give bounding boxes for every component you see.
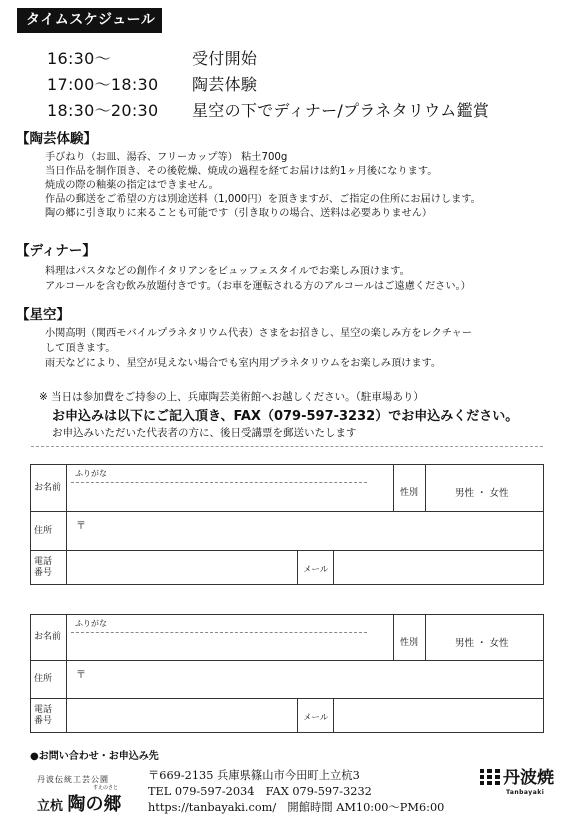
- divider: [333, 551, 334, 584]
- schedule-heading: タイムスケジュール: [17, 8, 162, 33]
- divider: [425, 615, 426, 660]
- application-form-1: [30, 464, 544, 585]
- application-form-2: [30, 614, 544, 733]
- email-label: メール: [303, 565, 329, 575]
- text-line: して頂きます。: [45, 343, 116, 354]
- phone-row: [31, 698, 543, 732]
- text-line: 小関高明（関西モバイルプラネタリウム代表）さまをお招きし、星空の楽しみ方をレクチャー: [45, 328, 472, 339]
- email-field[interactable]: [337, 551, 541, 584]
- address-label: 住所: [31, 512, 67, 550]
- postal-mark: 〒: [76, 670, 86, 681]
- name-field[interactable]: [71, 465, 367, 509]
- gender-label: 性別: [400, 638, 419, 648]
- schedule-row: [47, 46, 257, 69]
- section-title-pottery: 【陶芸体験】: [16, 131, 97, 147]
- phone-label-line1: 電話: [34, 556, 53, 567]
- phone-label-line2: 番号: [34, 715, 53, 726]
- logo-text: 丹波焼: [503, 768, 554, 788]
- text-line: 作品の郵送をご希望の方は別途送料（1,000円）を頂きますが、ご指定の住所にお届けします。: [45, 194, 481, 205]
- phone-label-line1: 電話: [34, 704, 53, 715]
- org-name-main: 陶の郷: [67, 794, 122, 815]
- schedule-time: 18:30〜20:30: [47, 101, 159, 120]
- divider: [393, 615, 394, 660]
- schedule-time: 16:30〜: [47, 49, 111, 68]
- text-line: 焼成の際の釉薬の指定はできません。: [45, 180, 219, 191]
- note-ticket-mail: お申込みいただいた代表者の方に、後日受講票を郵送いたします: [52, 427, 357, 439]
- contact-url-hours: https://tanbayaki.com/ 開館時間 AM10:00〜PM6:00: [148, 801, 445, 814]
- gender-label: 性別: [400, 488, 419, 498]
- divider: [297, 551, 298, 584]
- org-ruby: すえのさと: [93, 785, 119, 791]
- postal-mark: 〒: [76, 521, 86, 532]
- text-line: 雨天などにより、星空が見えない場合でも室内用プラネタリウムをお楽しみ頂けます。: [45, 358, 442, 369]
- gender-options[interactable]: 男性 ・ 女性: [455, 638, 509, 649]
- contact-tel-fax: TEL 079-597-2034 FAX 079-597-3232: [148, 785, 372, 798]
- note-fax-apply: お申込みは以下にご記入頂き、FAX（079-597-3232）でお申込みください。: [52, 409, 519, 424]
- phone-label: [31, 551, 67, 584]
- text-line: 手びねり（お皿、湯呑、フリーカップ等） 粘土700g: [45, 152, 288, 163]
- note-bring-fee: ※ 当日は参加費をご持参の上、兵庫陶芸美術館へお越しください。（駐車場あり）: [39, 391, 424, 403]
- schedule-row: [47, 72, 257, 95]
- phone-field[interactable]: [71, 551, 293, 584]
- org-subtitle: 丹波伝統工芸公園: [37, 775, 109, 784]
- divider: [425, 465, 426, 511]
- address-row: [31, 660, 543, 698]
- phone-row: [31, 550, 543, 584]
- divider: [393, 465, 394, 511]
- dinner-description: [45, 264, 471, 294]
- schedule-row: [47, 98, 489, 121]
- phone-label-line2: 番号: [34, 567, 53, 578]
- address-field[interactable]: [71, 661, 541, 698]
- section-title-stars: 【星空】: [16, 307, 70, 323]
- text-line: 当日作品を制作頂き、その後乾燥、焼成の過程を経てお届けは約1ヶ月後になります。: [45, 166, 438, 177]
- divider: [31, 446, 543, 447]
- divider: [333, 699, 334, 732]
- contact-title: ●お問い合わせ・お申込み先: [30, 751, 159, 762]
- address-row: [31, 511, 543, 550]
- address-field[interactable]: [71, 512, 541, 550]
- text-line: アルコールを含む飲み放題付きです。（お車を運転される方のアルコールはご遠慮ください。）: [45, 281, 471, 292]
- phone-field[interactable]: [71, 699, 293, 732]
- address-label: 住所: [31, 661, 67, 698]
- schedule-time: 17:00〜18:30: [47, 75, 159, 94]
- gender-options[interactable]: 男性 ・ 女性: [455, 488, 509, 499]
- org-name: [37, 790, 122, 815]
- email-label: メール: [303, 713, 329, 723]
- furigana-label: ふりがな: [75, 469, 107, 478]
- org-prefix: 立杭: [37, 799, 64, 814]
- name-label: お名前: [31, 465, 67, 511]
- logo-subtitle: Tanbayaki: [506, 789, 545, 796]
- schedule-event: 星空の下でディナー/プラネタリウム鑑賞: [192, 101, 490, 120]
- name-row: [31, 615, 543, 660]
- contact-address: 〒669-2135 兵庫県篠山市今田町上立杭3: [148, 769, 360, 782]
- section-title-dinner: 【ディナー】: [16, 243, 96, 259]
- name-label: お名前: [31, 615, 67, 660]
- text-line: 料理はパスタなどの創作イタリアンをビュッフェスタイルでお楽しみ頂けます。: [45, 266, 410, 277]
- email-field[interactable]: [337, 699, 541, 732]
- furigana-label: ふりがな: [75, 619, 107, 628]
- divider: [297, 699, 298, 732]
- pottery-description: [45, 151, 481, 221]
- name-row: [31, 465, 543, 511]
- stars-description: [45, 326, 472, 371]
- name-field[interactable]: [71, 615, 367, 658]
- schedule-event: 陶芸体験: [192, 75, 258, 94]
- schedule-event: 受付開始: [192, 49, 258, 68]
- text-line: 陶の郷に引き取りに来ることも可能です（引き取りの場合、送料は必要ありません）: [45, 208, 433, 219]
- phone-label: [31, 699, 67, 732]
